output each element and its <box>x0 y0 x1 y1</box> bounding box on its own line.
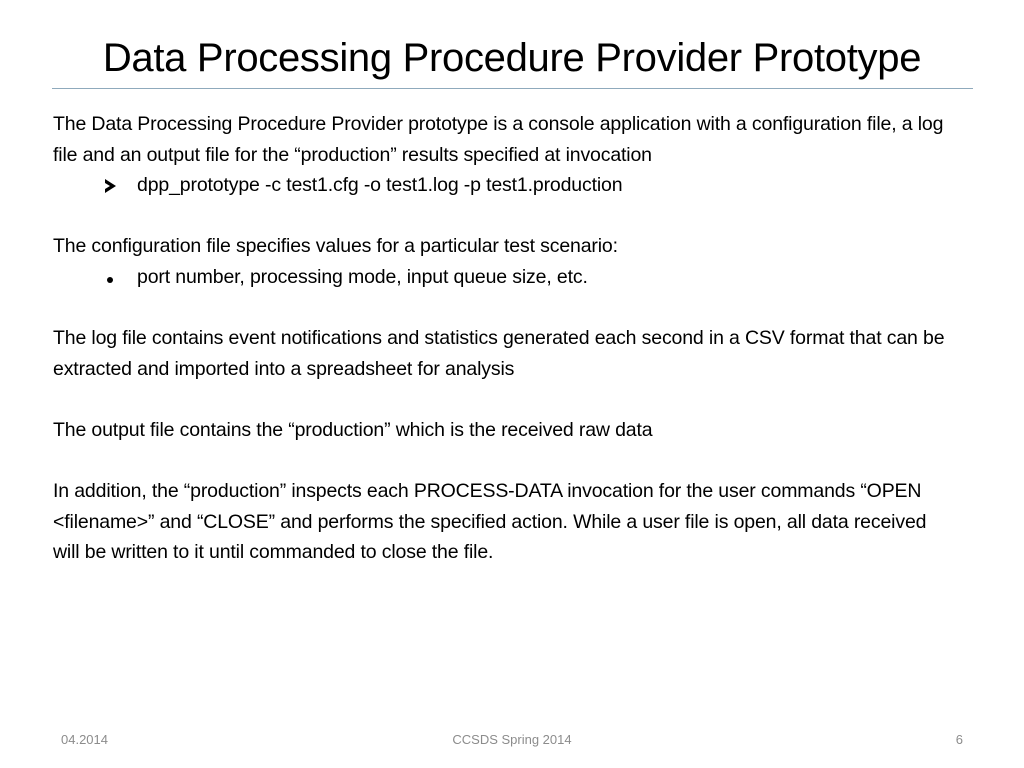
config-paragraph: The configuration file specifies values for a particular test scenario: <box>53 235 618 258</box>
slide-title: Data Processing Procedure Provider Prototype <box>102 36 922 80</box>
arrow-bullet-icon <box>105 170 125 203</box>
slide-body <box>53 109 953 568</box>
config-bullet-item <box>53 262 953 293</box>
intro-bullet-text: dpp_prototype -c test1.cfg -o test1.log -p test1.production <box>137 174 623 197</box>
footer-event: CCSDS Spring 2014 <box>452 732 572 747</box>
paragraph-spacer <box>53 446 953 477</box>
paragraph-spacer <box>53 201 953 232</box>
intro-paragraph: The Data Processing Procedure Provider prototype is a console application with a configuration file, a log file and an output file for the “production” results specified at invocation <box>53 113 944 166</box>
config-bullet-text: port number, processing mode, input queue size, etc. <box>137 265 588 288</box>
footer-page-number: 6 <box>955 732 963 747</box>
paragraph-spacer <box>53 293 953 324</box>
log-paragraph: The log file contains event notifications and statistics generated each second in a CSV format that can be extracted and imported into a spreadsheet for analysis <box>53 327 945 380</box>
footer-date: 04.2014 <box>61 732 108 747</box>
output-paragraph: The output file contains the “production” which is the received raw data <box>53 418 653 441</box>
title-divider <box>52 88 973 89</box>
dot-bullet-icon <box>105 262 125 293</box>
addition-paragraph: In addition, the “production” inspects each PROCESS-DATA invocation for the user commands “OPEN <filename>” and “CLOSE” and performs the specified action. While a user file is open, all data received will be written to it until commanded to close the file. <box>53 480 927 564</box>
paragraph-spacer <box>53 384 953 415</box>
intro-bullet-item <box>53 170 953 201</box>
